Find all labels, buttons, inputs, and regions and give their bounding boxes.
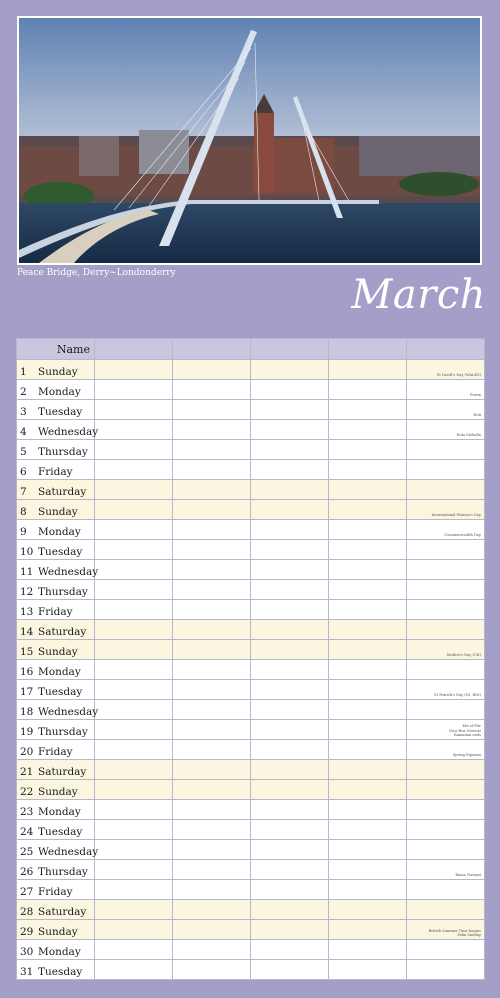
- day-name: Monday: [38, 806, 81, 818]
- day-row: [17, 820, 485, 840]
- day-label-cell: [17, 420, 99, 440]
- entry-cell-3[interactable]: [251, 760, 329, 780]
- entry-cell-4[interactable]: [329, 760, 407, 780]
- day-number: 8: [20, 506, 27, 518]
- holiday-note: [407, 540, 485, 560]
- month-title: March: [351, 272, 486, 318]
- entry-cell-1[interactable]: [95, 420, 173, 440]
- entry-cell-3[interactable]: [251, 640, 329, 660]
- day-name: Saturday: [38, 766, 87, 778]
- day-label-cell: [17, 460, 95, 480]
- entry-cell-4[interactable]: [329, 520, 407, 540]
- day-label-cell: [17, 880, 95, 900]
- day-row: [17, 660, 485, 680]
- day-label-cell: [17, 820, 95, 840]
- day-label-cell: [17, 640, 95, 660]
- entry-cell-3[interactable]: [251, 960, 329, 980]
- entry-cell-1[interactable]: [95, 700, 173, 720]
- day-rows: [17, 360, 485, 980]
- day-label-cell: [17, 720, 95, 740]
- day-name: Friday: [38, 746, 73, 758]
- entry-cell-2[interactable]: [173, 960, 251, 980]
- person-column-1[interactable]: [95, 339, 173, 360]
- day-number: 20: [20, 746, 34, 758]
- day-row: [17, 380, 485, 400]
- day-row: [17, 780, 485, 800]
- day-number: 30: [20, 946, 34, 958]
- day-name: Tuesday: [38, 966, 83, 978]
- day-label-cell: [17, 680, 95, 700]
- entry-cell-3[interactable]: [251, 840, 329, 860]
- holiday-note: Eid al-Fitr Naw-Ruz Nowruz Ramadan ends: [407, 720, 485, 740]
- holiday-note: [407, 460, 485, 480]
- person-column-4[interactable]: [329, 339, 407, 360]
- entry-cell-2[interactable]: [173, 860, 251, 880]
- entry-cell-4[interactable]: [329, 860, 407, 880]
- holiday-note: [407, 940, 485, 960]
- day-name: Tuesday: [38, 826, 83, 838]
- entry-cell-4[interactable]: [329, 720, 407, 740]
- day-label-cell: [17, 440, 95, 460]
- day-name: Thursday: [38, 866, 88, 878]
- entry-cell-1[interactable]: [95, 460, 173, 480]
- day-name: Monday: [38, 666, 81, 678]
- entry-cell-4[interactable]: [329, 740, 407, 760]
- entry-cell-3[interactable]: [251, 720, 329, 740]
- entry-cell-1[interactable]: [95, 360, 173, 380]
- day-row: [17, 400, 485, 420]
- entry-cell-3[interactable]: [251, 780, 329, 800]
- day-number: 22: [20, 786, 34, 798]
- holiday-note: [407, 800, 485, 820]
- day-number: 3: [20, 406, 27, 418]
- entry-cell-1[interactable]: [95, 600, 173, 620]
- entry-cell-2[interactable]: [173, 460, 251, 480]
- day-name: Tuesday: [38, 686, 83, 698]
- entry-cell-3[interactable]: [251, 420, 329, 440]
- day-row: [17, 760, 485, 780]
- holiday-note: [407, 760, 485, 780]
- entry-cell-2[interactable]: [173, 420, 251, 440]
- entry-cell-1[interactable]: [95, 520, 173, 540]
- day-row: [17, 700, 485, 720]
- day-name: Tuesday: [38, 546, 83, 558]
- day-row: [17, 520, 485, 540]
- entry-cell-2[interactable]: [173, 360, 251, 380]
- day-number: 11: [20, 566, 34, 578]
- entry-cell-2[interactable]: [173, 540, 251, 560]
- day-row: [17, 900, 485, 920]
- day-label-cell: [17, 480, 95, 500]
- day-number: 19: [20, 726, 34, 738]
- entry-cell-2[interactable]: [173, 620, 251, 640]
- day-row: [17, 720, 485, 740]
- entry-cell-2[interactable]: [173, 760, 251, 780]
- holiday-note: Commonwealth Day: [407, 520, 485, 540]
- day-number: 15: [20, 646, 34, 658]
- day-name: Sunday: [38, 646, 78, 658]
- entry-cell-1[interactable]: [95, 540, 173, 560]
- day-label-cell: [17, 500, 95, 520]
- day-name: Wednesday: [38, 566, 99, 578]
- entry-cell-2[interactable]: [173, 680, 251, 700]
- day-row: [17, 860, 485, 880]
- day-label-cell: [17, 780, 95, 800]
- day-row: [17, 480, 485, 500]
- entry-cell-4[interactable]: [329, 560, 407, 580]
- entry-cell-3[interactable]: [251, 940, 329, 960]
- day-number: 9: [20, 526, 27, 538]
- entry-cell-3[interactable]: [251, 820, 329, 840]
- entry-cell-4[interactable]: [329, 400, 407, 420]
- day-number: 13: [20, 606, 34, 618]
- entry-cell-4[interactable]: [329, 840, 407, 860]
- day-row: [17, 420, 485, 440]
- day-name: Wednesday: [38, 426, 99, 438]
- day-number: 28: [20, 906, 34, 918]
- day-number: 5: [20, 446, 27, 458]
- day-name: Thursday: [38, 586, 88, 598]
- entry-cell-1[interactable]: [95, 940, 173, 960]
- entry-cell-4[interactable]: [329, 540, 407, 560]
- day-label-cell: [17, 620, 95, 640]
- entry-cell-4[interactable]: [329, 600, 407, 620]
- day-row: [17, 440, 485, 460]
- holiday-note: [407, 780, 485, 800]
- entry-cell-2[interactable]: [173, 740, 251, 760]
- entry-cell-2[interactable]: [173, 660, 251, 680]
- day-name: Monday: [38, 526, 81, 538]
- holiday-note: [407, 820, 485, 840]
- entry-cell-1[interactable]: [95, 820, 173, 840]
- entry-cell-1[interactable]: [95, 900, 173, 920]
- day-number: 26: [20, 866, 34, 878]
- entry-cell-1[interactable]: [95, 380, 173, 400]
- holiday-note: [407, 560, 485, 580]
- day-name: Sunday: [38, 926, 78, 938]
- entry-cell-3[interactable]: [251, 700, 329, 720]
- holiday-note: [407, 580, 485, 600]
- entry-cell-4[interactable]: [329, 360, 407, 380]
- day-name: Thursday: [38, 726, 88, 738]
- entry-cell-1[interactable]: [95, 560, 173, 580]
- entry-cell-4[interactable]: [329, 700, 407, 720]
- entry-cell-1[interactable]: [95, 680, 173, 700]
- day-row: [17, 840, 485, 860]
- holiday-note: [407, 840, 485, 860]
- entry-cell-3[interactable]: [251, 380, 329, 400]
- entry-cell-4[interactable]: [329, 580, 407, 600]
- entry-cell-3[interactable]: [251, 660, 329, 680]
- entry-cell-2[interactable]: [173, 560, 251, 580]
- entry-cell-2[interactable]: [173, 380, 251, 400]
- day-name: Sunday: [38, 786, 78, 798]
- holiday-note: [407, 620, 485, 640]
- day-row: [17, 500, 485, 520]
- holiday-note: [407, 700, 485, 720]
- entry-cell-2[interactable]: [173, 480, 251, 500]
- entry-cell-1[interactable]: [95, 860, 173, 880]
- entry-cell-4[interactable]: [329, 420, 407, 440]
- entry-cell-3[interactable]: [251, 600, 329, 620]
- entry-cell-4[interactable]: [329, 880, 407, 900]
- day-row: [17, 960, 485, 980]
- holiday-note: [407, 880, 485, 900]
- entry-cell-3[interactable]: [251, 480, 329, 500]
- day-label-cell: [17, 360, 95, 380]
- day-number: 24: [20, 826, 34, 838]
- entry-cell-2[interactable]: [173, 700, 251, 720]
- entry-cell-1[interactable]: [95, 880, 173, 900]
- day-number: 6: [20, 466, 27, 478]
- day-row: [17, 540, 485, 560]
- day-label-cell: [17, 700, 99, 720]
- holiday-note: [407, 600, 485, 620]
- day-row: [17, 620, 485, 640]
- day-label-cell: [17, 560, 99, 580]
- day-label-cell: [17, 520, 95, 540]
- day-name: Friday: [38, 886, 73, 898]
- day-number: 16: [20, 666, 34, 678]
- entry-cell-1[interactable]: [95, 920, 173, 940]
- day-label-cell: [17, 580, 95, 600]
- entry-cell-4[interactable]: [329, 480, 407, 500]
- entry-cell-2[interactable]: [173, 520, 251, 540]
- entry-cell-2[interactable]: [173, 600, 251, 620]
- entry-cell-3[interactable]: [251, 560, 329, 580]
- entry-cell-1[interactable]: [95, 580, 173, 600]
- day-row: [17, 740, 485, 760]
- day-number: 7: [20, 486, 27, 498]
- day-name: Saturday: [38, 906, 87, 918]
- day-name: Saturday: [38, 626, 87, 638]
- entry-cell-2[interactable]: [173, 780, 251, 800]
- entry-cell-2[interactable]: [173, 800, 251, 820]
- entry-cell-1[interactable]: [95, 740, 173, 760]
- entry-cell-3[interactable]: [251, 900, 329, 920]
- holiday-note: St Patrick's Day (NI, ROI): [407, 680, 485, 700]
- day-name: Saturday: [38, 486, 87, 498]
- entry-cell-1[interactable]: [95, 800, 173, 820]
- name-column-header: Name: [17, 339, 95, 360]
- entry-cell-3[interactable]: [251, 920, 329, 940]
- day-name: Sunday: [38, 506, 78, 518]
- entry-cell-4[interactable]: [329, 640, 407, 660]
- holiday-note: Spring Equinox: [407, 740, 485, 760]
- events-column-header: [407, 339, 485, 360]
- entry-cell-4[interactable]: [329, 960, 407, 980]
- day-label-cell: [17, 940, 95, 960]
- day-row: [17, 600, 485, 620]
- entry-cell-3[interactable]: [251, 880, 329, 900]
- entry-cell-4[interactable]: [329, 940, 407, 960]
- day-number: 2: [20, 386, 27, 398]
- entry-cell-1[interactable]: [95, 640, 173, 660]
- entry-cell-1[interactable]: [95, 660, 173, 680]
- entry-cell-1[interactable]: [95, 840, 173, 860]
- entry-cell-2[interactable]: [173, 920, 251, 940]
- entry-cell-3[interactable]: [251, 580, 329, 600]
- person-column-3[interactable]: [251, 339, 329, 360]
- day-label-cell: [17, 800, 95, 820]
- day-name: Monday: [38, 946, 81, 958]
- entry-cell-2[interactable]: [173, 720, 251, 740]
- entry-cell-1[interactable]: [95, 960, 173, 980]
- entry-cell-3[interactable]: [251, 800, 329, 820]
- entry-cell-2[interactable]: [173, 820, 251, 840]
- day-row: [17, 800, 485, 820]
- entry-cell-3[interactable]: [251, 520, 329, 540]
- header-row: [17, 339, 485, 360]
- day-number: 10: [20, 546, 34, 558]
- day-name: Wednesday: [38, 706, 99, 718]
- holiday-note: St David's Day (WALES): [407, 360, 485, 380]
- entry-cell-3[interactable]: [251, 540, 329, 560]
- entry-cell-3[interactable]: [251, 860, 329, 880]
- entry-cell-4[interactable]: [329, 920, 407, 940]
- entry-cell-2[interactable]: [173, 640, 251, 660]
- entry-cell-4[interactable]: [329, 660, 407, 680]
- day-label-cell: [17, 380, 95, 400]
- day-name: Friday: [38, 466, 73, 478]
- entry-cell-3[interactable]: [251, 740, 329, 760]
- day-row: [17, 880, 485, 900]
- day-number: 27: [20, 886, 34, 898]
- holiday-note: [407, 440, 485, 460]
- family-planner-grid: [16, 338, 485, 980]
- entry-cell-3[interactable]: [251, 460, 329, 480]
- holiday-note: British Summer Time begins Palm Sunday: [407, 920, 485, 940]
- entry-cell-4[interactable]: [329, 780, 407, 800]
- day-label-cell: [17, 540, 95, 560]
- day-label-cell: [17, 660, 95, 680]
- day-label-cell: [17, 860, 95, 880]
- day-name: Thursday: [38, 446, 88, 458]
- entry-cell-1[interactable]: [95, 400, 173, 420]
- entry-cell-4[interactable]: [329, 500, 407, 520]
- entry-cell-2[interactable]: [173, 440, 251, 460]
- holiday-note: [407, 960, 485, 980]
- entry-cell-4[interactable]: [329, 680, 407, 700]
- day-name: Sunday: [38, 366, 78, 378]
- entry-cell-2[interactable]: [173, 400, 251, 420]
- day-row: [17, 580, 485, 600]
- holiday-note: Rama Navami: [407, 860, 485, 880]
- entry-cell-1[interactable]: [95, 760, 173, 780]
- day-label-cell: [17, 840, 99, 860]
- holiday-note: International Women's Day: [407, 500, 485, 520]
- day-number: 31: [20, 966, 34, 978]
- entry-cell-1[interactable]: [95, 620, 173, 640]
- entry-cell-2[interactable]: [173, 580, 251, 600]
- day-row: [17, 360, 485, 380]
- day-number: 18: [20, 706, 34, 718]
- entry-cell-4[interactable]: [329, 620, 407, 640]
- entry-cell-1[interactable]: [95, 480, 173, 500]
- day-name: Tuesday: [38, 406, 83, 418]
- day-number: 17: [20, 686, 34, 698]
- holiday-note: Hola Mohalla: [407, 420, 485, 440]
- day-label-cell: [17, 900, 95, 920]
- day-label-cell: [17, 920, 95, 940]
- day-name: Monday: [38, 386, 81, 398]
- day-row: [17, 560, 485, 580]
- entry-cell-4[interactable]: [329, 800, 407, 820]
- day-row: [17, 680, 485, 700]
- calendar-photo: [17, 16, 482, 265]
- day-number: 1: [20, 366, 27, 378]
- holiday-note: [407, 900, 485, 920]
- day-label-cell: [17, 400, 95, 420]
- day-row: [17, 640, 485, 660]
- holiday-note: Mother's Day (UK): [407, 640, 485, 660]
- entry-cell-4[interactable]: [329, 380, 407, 400]
- day-row: [17, 460, 485, 480]
- entry-cell-3[interactable]: [251, 500, 329, 520]
- entry-cell-4[interactable]: [329, 440, 407, 460]
- day-number: 25: [20, 846, 34, 858]
- day-number: 23: [20, 806, 34, 818]
- entry-cell-3[interactable]: [251, 620, 329, 640]
- day-row: [17, 920, 485, 940]
- entry-cell-2[interactable]: [173, 500, 251, 520]
- day-number: 12: [20, 586, 34, 598]
- day-name: Friday: [38, 606, 73, 618]
- entry-cell-2[interactable]: [173, 840, 251, 860]
- day-label-cell: [17, 740, 95, 760]
- day-row: [17, 940, 485, 960]
- peace-bridge-illustration: [19, 18, 480, 263]
- entry-cell-3[interactable]: [251, 440, 329, 460]
- day-label-cell: [17, 960, 95, 980]
- entry-cell-3[interactable]: [251, 400, 329, 420]
- holiday-note: Holi: [407, 400, 485, 420]
- day-number: 4: [20, 426, 27, 438]
- entry-cell-1[interactable]: [95, 500, 173, 520]
- person-column-2[interactable]: [173, 339, 251, 360]
- entry-cell-4[interactable]: [329, 460, 407, 480]
- entry-cell-4[interactable]: [329, 900, 407, 920]
- day-label-cell: [17, 600, 95, 620]
- photo-caption: Peace Bridge, Derry~Londonderry: [17, 268, 176, 278]
- entry-cell-4[interactable]: [329, 820, 407, 840]
- day-number: 14: [20, 626, 34, 638]
- day-label-cell: [17, 760, 95, 780]
- entry-cell-2[interactable]: [173, 900, 251, 920]
- entry-cell-3[interactable]: [251, 360, 329, 380]
- day-name: Wednesday: [38, 846, 99, 858]
- entry-cell-1[interactable]: [95, 440, 173, 460]
- entry-cell-2[interactable]: [173, 880, 251, 900]
- entry-cell-1[interactable]: [95, 720, 173, 740]
- entry-cell-1[interactable]: [95, 780, 173, 800]
- day-number: 29: [20, 926, 34, 938]
- entry-cell-3[interactable]: [251, 680, 329, 700]
- holiday-note: Purim: [407, 380, 485, 400]
- day-number: 21: [20, 766, 34, 778]
- entry-cell-2[interactable]: [173, 940, 251, 960]
- holiday-note: [407, 480, 485, 500]
- holiday-note: [407, 660, 485, 680]
